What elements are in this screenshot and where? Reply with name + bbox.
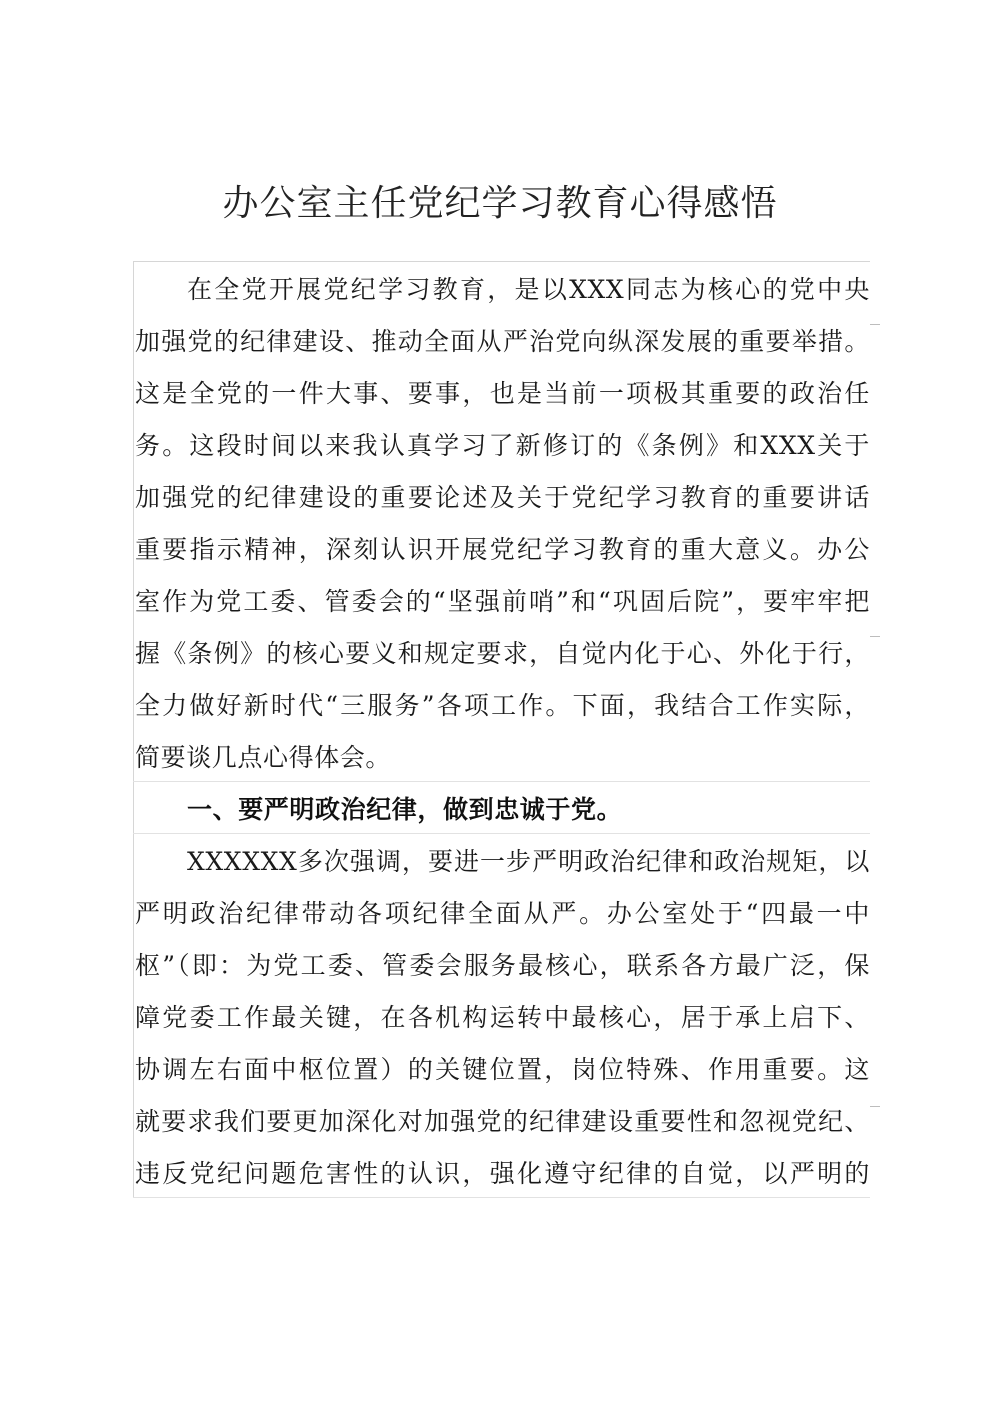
- paragraph-line: 加强党的纪律建设、推动全面从严治党向纵深发展的重要举措。: [135, 327, 870, 356]
- margin-tick: [870, 636, 880, 637]
- paragraph-line: 室作为党工委、管委会的“坚强前哨”和“巩固后院”，要牢牢把: [135, 587, 870, 616]
- paragraph-line: 务。这段时间以来我认真学习了新修订的《条例》和XXX关于: [135, 431, 870, 460]
- paragraph-line: 严明政治纪律带动各项纪律全面从严。办公室处于“四最一中: [135, 899, 870, 928]
- paragraph-line: 违反党纪问题危害性的认识，强化遵守纪律的自觉，以严明的: [135, 1159, 870, 1188]
- paragraph-line: 协调左右面中枢位置）的关键位置，岗位特殊、作用重要。这: [135, 1055, 870, 1084]
- paragraph-line: 就要求我们要更加深化对加强党的纪律建设重要性和忽视党纪、: [135, 1107, 870, 1136]
- paragraph-line: XXXXXX多次强调，要进一步严明政治纪律和政治规矩，以: [187, 847, 870, 876]
- paragraph-line: 枢”（即：为党工委、管委会服务最核心，联系各方最广泛，保: [135, 951, 870, 980]
- paragraph-line: 这是全党的一件大事、要事，也是当前一项极其重要的政治任: [135, 379, 870, 408]
- paragraph-line: 重要指示精神，深刻认识开展党纪学习教育的重大意义。办公: [135, 535, 870, 564]
- paragraph-line: 简要谈几点心得体会。: [135, 743, 392, 772]
- paragraph-line: 在全党开展党纪学习教育，是以XXX同志为核心的党中央: [187, 275, 870, 304]
- paragraph-line: 握《条例》的核心要义和规定要求，自觉内化于心、外化于行，: [135, 639, 870, 668]
- margin-tick: [870, 324, 880, 325]
- section-heading: 一、要严明政治纪律，做到忠诚于党。: [187, 795, 623, 824]
- paragraph-line: 全力做好新时代“三服务”各项工作。下面，我结合工作实际，: [135, 691, 870, 720]
- document-title: 办公室主任党纪学习教育心得感悟: [222, 183, 778, 224]
- paragraph-line: 加强党的纪律建设的重要论述及关于党纪学习教育的重要讲话: [135, 483, 870, 512]
- paragraph-line: 障党委工作最关键，在各机构运转中最核心，居于承上启下、: [135, 1003, 870, 1032]
- margin-tick: [870, 1106, 880, 1107]
